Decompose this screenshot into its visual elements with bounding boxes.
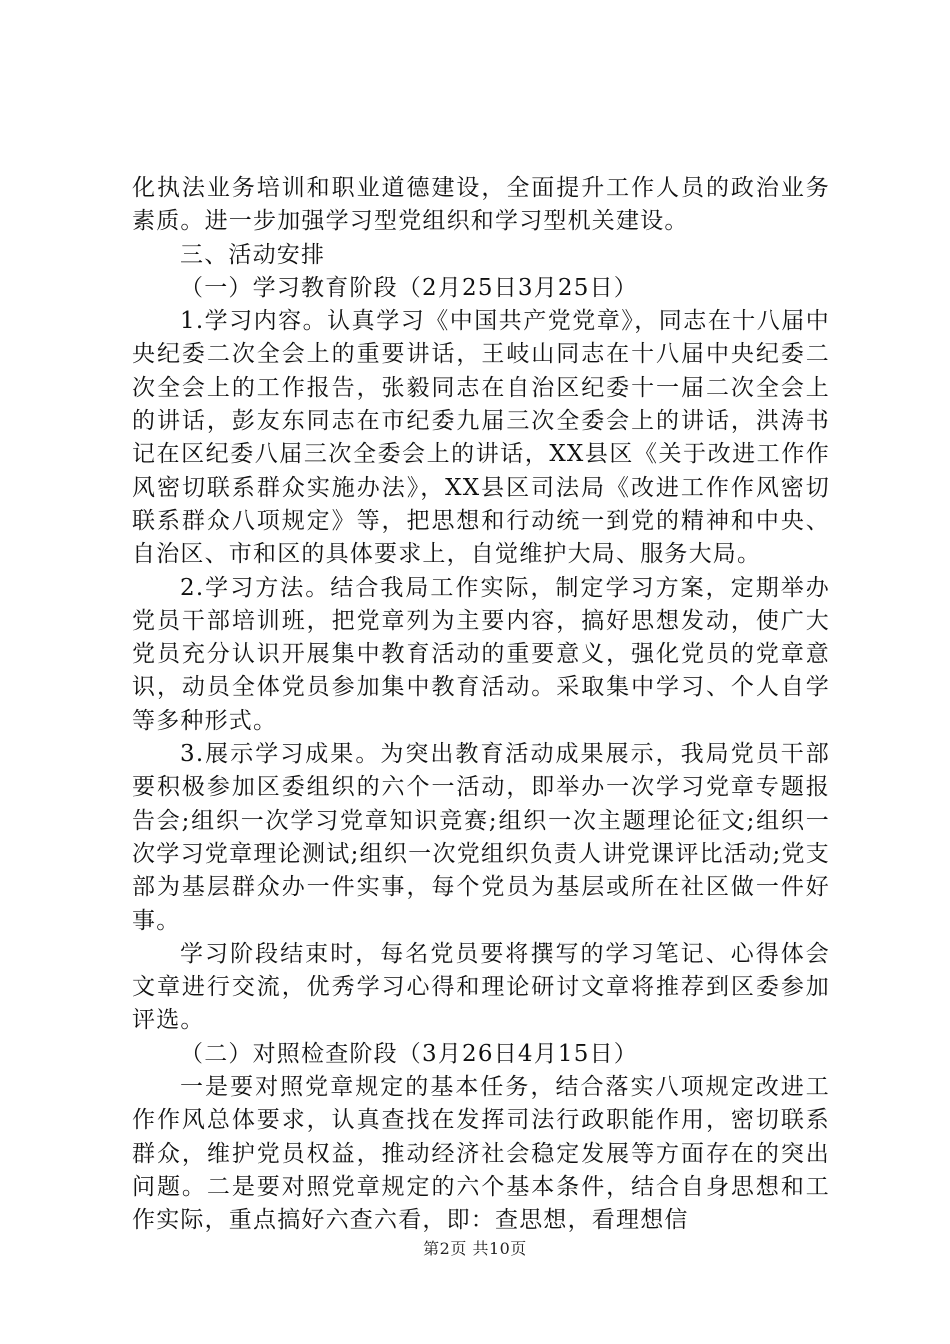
page-number-footer: 第2页 共10页 bbox=[423, 1239, 527, 1258]
paragraph-study-content: 1.学习内容。认真学习《中国共产党党章》，同志在十八届中央纪委二次全会上的重要讲话，王岐山同志在十八届中央纪委二次全会上的工作报告，张毅同志在自治区纪委十一届二次全会上的讲话，彭友东同志在市纪委九届三次全委会上的讲话，洪涛书记在区纪委八届三次全委会上的讲话，XX县区《关于改进工作作风密切联系群众实施办法》，XX县区司法局《改进工作作风密切联系群众八项规定》等，把思想和行动统一到党的精神和中央、自治区、市和区的具体要求上，自觉维护大局、服务大局。 bbox=[132, 308, 830, 568]
paragraph-review-tasks: 一是要对照党章规定的基本任务，结合落实八项规定改进工作作风总体要求，认真查找在发挥司法行政职能作用，密切联系群众，维护党员权益，推动经济社会稳定发展等方面存在的突出问题。二是要对照党章规定的六个基本条件，结合自身思想和工作实际，重点搞好六查六看，即：查思想，看理想信 bbox=[132, 1074, 830, 1234]
paragraph-1: 化执法业务培训和职业道德建设，全面提升工作人员的政治业务素质。进一步加强学习型党组织和学习型机关建设。 bbox=[132, 175, 830, 235]
paragraph-study-method: 2.学习方法。结合我局工作实际，制定学习方案，定期举办党员干部培训班，把党章列为主要内容，搞好思想发动，使广大党员充分认识开展集中教育活动的重要意义，强化党员的党章意识，动员全体党员参加集中教育活动。采取集中学习、个人自学等多种形式。 bbox=[132, 574, 830, 734]
subsection-heading-study-phase: （一）学习教育阶段（2月25日3月25日） bbox=[180, 274, 638, 301]
document-body bbox=[132, 172, 830, 1238]
section-heading-activity-arrangement: 三、活动安排 bbox=[180, 241, 326, 268]
paragraph-show-results: 3.展示学习成果。为突出教育活动成果展示，我局党员干部要积极参加区委组织的六个一活动，即举办一次学习党章专题报告会;组织一次学习党章知识竞赛;组织一次主题理论征文;组织一次学习党章理论测试;组织一次党组织负责人讲党课评比活动;党支部为基层群众办一件实事，每个党员为基层或所在社区做一件好事。 bbox=[132, 741, 830, 934]
subsection-heading-review-phase: （二）对照检查阶段（3月26日4月15日） bbox=[180, 1040, 638, 1067]
paragraph-phase-end: 学习阶段结束时，每名党员要将撰写的学习笔记、心得体会文章进行交流，优秀学习心得和理论研讨文章将推荐到区委参加评选。 bbox=[132, 940, 830, 1034]
